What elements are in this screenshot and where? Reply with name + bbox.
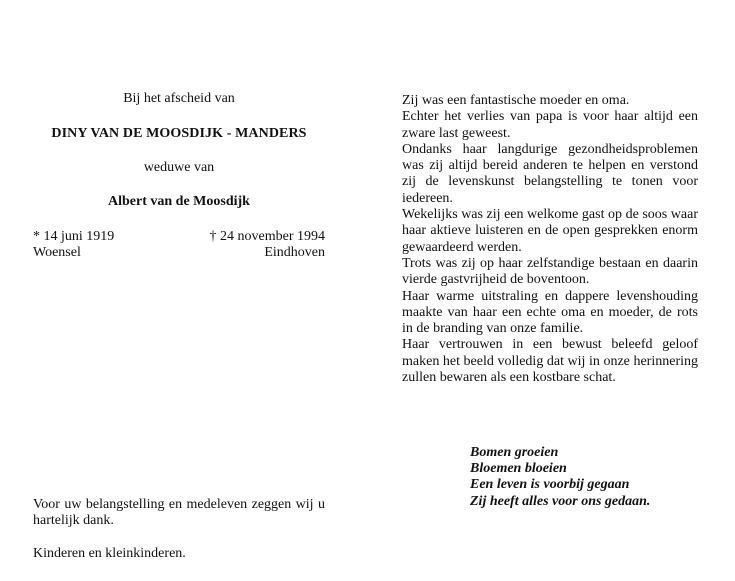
left-panel [33, 0, 325, 581]
poem-line: Een leven is voorbij gegaan [470, 477, 630, 493]
place-row [33, 245, 325, 261]
death-date: † 24 november 1994 [209, 229, 325, 244]
death-place: Eindhoven [264, 245, 325, 260]
tribute-paragraph: Trots was zij op haar zelfstandige bestaan en daarin vierde gastvrijheid de boventoon. [402, 255, 698, 288]
tribute-text [402, 93, 698, 386]
intro-text: Bij het afscheid van [123, 91, 235, 106]
tribute-paragraph: Zij was een fantastische moeder en oma. [402, 93, 630, 108]
birth-date: * 14 juni 1919 [33, 229, 115, 244]
family-signature: Kinderen en kleinkinderen. [33, 546, 186, 561]
poem-line: Zij heeft alles voor ons gedaan. [470, 493, 651, 509]
widow-of-text: weduwe van [143, 160, 215, 175]
tribute-paragraph: Haar vertrouwen in een bewust beleefd geloof maken het beeld volledig dat wij in onze herinnering zullen bewaren als een kostbare schat. [402, 337, 698, 386]
date-row [33, 229, 325, 245]
tribute-paragraph: Ondanks haar langdurige gezondheidsproblemen was zij altijd bereid anderen te helpen en verstond zij de levenskunst belangstelling te tonen voor iedereen. [402, 141, 698, 206]
tribute-paragraph: Echter het verlies van papa is voor haar altijd een zware last geweest. [402, 109, 698, 141]
thanks-text: Voor uw belangstelling en medeleven zeggen wij u hartelijk dank. [33, 497, 325, 529]
husband-name: Albert van de Moosdijk [108, 194, 250, 209]
tribute-paragraph: Wekelijks was zij een welkome gast op de soos waar haar aktieve luisteren en de open gesprekken enorm gewaardeerd werden. [402, 207, 698, 255]
deceased-name: DINY VAN DE MOOSDIJK - MANDERS [51, 126, 307, 141]
birth-place: Woensel [33, 245, 81, 260]
poem-line: Bomen groeien [470, 445, 559, 460]
poem [470, 445, 700, 510]
poem-line: Bloemen bloeien [470, 461, 567, 477]
tribute-paragraph: Haar warme uitstraling en dappere levenshouding maakte van haar een echte oma en moeder, de rots in de branding van onze familie. [402, 288, 698, 337]
